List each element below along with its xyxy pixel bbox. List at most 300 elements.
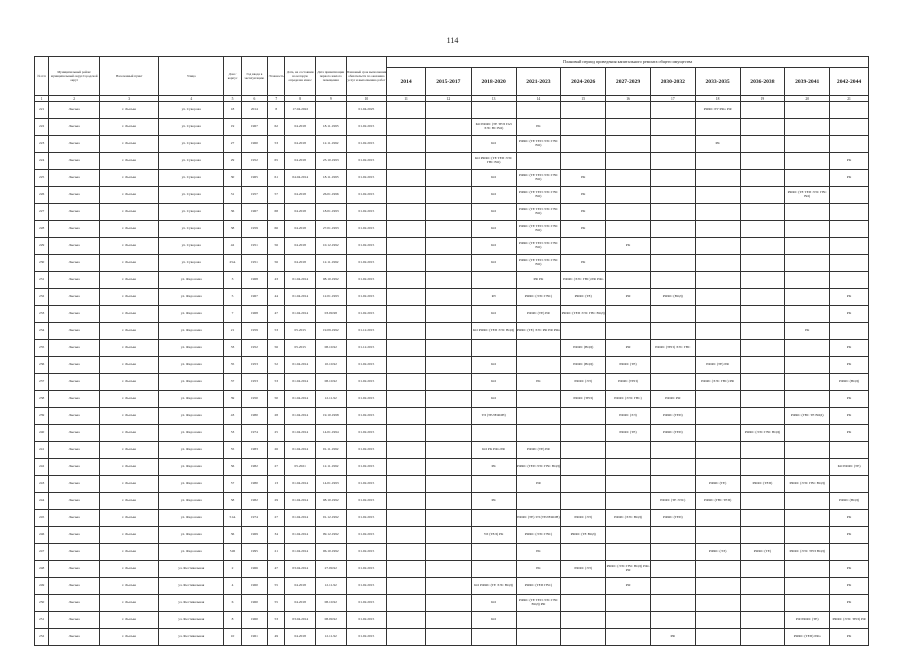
cell-repair-period [387,391,426,408]
cell-wear-date: 01.04.2014 [285,476,316,493]
cell-repair-period: РФФС (ВОД) [830,493,869,510]
cell-deadline: 01.02.2015 [346,391,387,408]
table-row [35,136,869,153]
cell-repair-period [387,238,426,255]
table-row [35,527,869,544]
cell-repair-period: КО [471,612,516,629]
cell-number: 241 [35,442,49,459]
cell-privatization-date: 12.11.92 [315,578,346,595]
column-number: 4 [159,96,224,102]
cell-privatization-date: 27.09.92 [315,561,346,578]
cell-repair-period [387,493,426,510]
cell-year: 1967 [241,289,267,306]
cell-wear-date: 04.2018 [285,187,316,204]
cell-repair-period [561,476,606,493]
cell-repair-period [387,153,426,170]
cell-street: ул. Федосеева [159,340,224,357]
cell-deadline: 01.02.2015 [346,442,387,459]
cell-repair-period: РЛ [471,289,516,306]
cell-repair-period [695,561,740,578]
cell-repair-period [740,255,785,272]
cell-house: 36 [224,527,241,544]
cell-district: Лысьва [49,629,100,646]
cell-number: 250 [35,595,49,612]
cell-settlement: г. Лысьва [100,255,159,272]
cell-street: ул. Суворова [159,238,224,255]
cell-privatization-date: 10.10.92 [315,357,346,374]
cell-number: 229 [35,238,49,255]
cell-privatization-date: 08.10.1992 [315,272,346,289]
column-number: 17 [650,96,695,102]
cell-repair-period [606,476,651,493]
cell-repair-period [425,408,471,425]
cell-deadline: 01.02.2015 [346,221,387,238]
cell-wear-date: 03.04.2014 [285,612,316,629]
cell-repair-period: РФФС (ВОД) [830,374,869,391]
cell-repair-period [695,612,740,629]
cell-settlement: г. Лысьва [100,510,159,527]
cell-deadline: 01.02.2015 [346,510,387,527]
column-header-wear-date: Дата, на состоянии на которую определен износ [285,57,316,96]
cell-district: Лысьва [49,306,100,323]
cell-repair-period: КО [471,374,516,391]
cell-settlement: г. Лысьва [100,323,159,340]
cell-repair-period [387,578,426,595]
column-number: 10 [346,96,387,102]
cell-repair-period [425,510,471,527]
cell-wear-date: 01.04.2014 [285,544,316,561]
cell-repair-period [830,323,869,340]
cell-house: 2 [224,561,241,578]
cell-number: 234 [35,323,49,340]
cell-house: 55 [224,442,241,459]
table-row [35,408,869,425]
cell-repair-period [561,578,606,595]
column-header-street: Улица [159,57,224,96]
cell-repair-period [561,408,606,425]
cell-year: 1951 [241,238,267,255]
table-row [35,340,869,357]
cell-wear-date: 01.04.2014 [285,510,316,527]
cell-repair-period: РК [830,578,869,595]
cell-street: ул. Суворова [159,204,224,221]
cell-repair-period [785,204,830,221]
cell-street: ул. Фестивальная [159,612,224,629]
cell-repair-period [785,119,830,136]
cell-street: ул. Федосеева [159,408,224,425]
cell-repair-period [785,102,830,119]
cell-repair-period: РФФС (ТЕ) УЛ (ТЕЛЕФОН) [516,510,561,527]
cell-deadline: 01.02.2015 [346,187,387,204]
cell-repair-period [471,425,516,442]
table-row [35,612,869,629]
cell-house: 39 [224,391,241,408]
cell-settlement: г. Лысьва [100,578,159,595]
cell-repair-period: РК [471,493,516,510]
period-header: 2014 [387,68,426,96]
cell-repair-period: РК [561,221,606,238]
cell-repair-period: РК [561,204,606,221]
cell-privatization-date: 08.10.92 [315,340,346,357]
cell-repair-period: РФФС РФ [650,391,695,408]
cell-repair-period [740,204,785,221]
cell-district: Лысьва [49,578,100,595]
table-row [35,425,869,442]
cell-floors: 34 [268,527,285,544]
cell-wear-date: 01.04.2014 [285,408,316,425]
cell-privatization-date: 26.01.1996 [315,187,346,204]
cell-district: Лысьва [49,340,100,357]
cell-repair-period [387,510,426,527]
cell-privatization-date: 12.11.92 [315,629,346,646]
cell-street: ул. Федосеева [159,391,224,408]
cell-year: 1969 [241,527,267,544]
cell-floors: 27 [268,459,285,476]
cell-repair-period: РФФС (ВОД) [561,340,606,357]
cell-privatization-date: 08.09.92 [315,612,346,629]
column-number: 18 [695,96,740,102]
cell-floors: 66 [268,221,285,238]
cell-repair-period: РФФС (ТЕ) [695,476,740,493]
cell-deadline: 01.02.2015 [346,459,387,476]
cell-repair-period [606,306,651,323]
cell-deadline: 01.02.2015 [346,578,387,595]
table-row [35,323,869,340]
cell-repair-period: КО РФФС (ТЕП ЭЭС ВОД) [471,323,516,340]
cell-repair-period [650,357,695,374]
cell-privatization-date [315,102,346,119]
cell-repair-period [425,578,471,595]
cell-house: 53 [224,425,241,442]
cell-repair-period: РФФС (ТЕ ТЕП ЭЭС ГВС ВО) [516,170,561,187]
cell-repair-period [740,391,785,408]
cell-repair-period: РФФС (ЭЭС ГВС) [606,391,651,408]
cell-repair-period [425,374,471,391]
cell-repair-period: РК [830,391,869,408]
cell-repair-period: РФФС (ТЕ ТЕП ЭЭС ГВС ВО) [785,187,830,204]
cell-wear-date: 03.04.2014 [285,561,316,578]
cell-repair-period [387,221,426,238]
cell-house: 7 [224,306,241,323]
cell-repair-period [740,272,785,289]
cell-settlement: г. Лысьва [100,612,159,629]
cell-repair-period: РФФС (ТЕП) РФо [785,629,830,646]
column-number: 11 [387,96,426,102]
cell-repair-period [561,595,606,612]
table-row [35,221,869,238]
cell-repair-period: РФ РК [516,272,561,289]
cell-wear-date: 05.2015 [285,323,316,340]
cell-privatization-date: 12.01.1993 [315,289,346,306]
cell-street: ул. Суворова [159,255,224,272]
cell-deadline: 01.02.2015 [346,136,387,153]
cell-repair-period [471,544,516,561]
cell-repair-period [740,629,785,646]
cell-number: 238 [35,391,49,408]
table-row [35,493,869,510]
cell-year: 1995 [241,544,267,561]
cell-year: 1965 [241,170,267,187]
cell-repair-period [425,323,471,340]
cell-repair-period: РК [516,119,561,136]
cell-floors: 65 [268,153,285,170]
cell-repair-period [425,204,471,221]
cell-repair-period: РФФС (ТЕ ТЕП ЭЭС ГВС ВОД) РФ [516,595,561,612]
cell-floors: 57 [268,187,285,204]
cell-repair-period [606,272,651,289]
header-row [35,57,869,68]
cell-repair-period [425,187,471,204]
cell-district: Лысьва [49,612,100,629]
cell-repair-period [387,561,426,578]
cell-number: 237 [35,374,49,391]
cell-house: 51Б [224,544,241,561]
cell-repair-period [561,493,606,510]
cell-repair-period [695,204,740,221]
cell-floors: 53 [268,612,285,629]
cell-year: 1966 [241,561,267,578]
cell-district: Лысьва [49,561,100,578]
cell-floors: 28 [268,408,285,425]
cell-year: 1967 [241,119,267,136]
cell-repair-period [785,136,830,153]
cell-floors: 62 [268,119,285,136]
cell-floors: 47 [268,306,285,323]
cell-repair-period [695,408,740,425]
cell-house: 10 [224,629,241,646]
cell-privatization-date: 14.01.1994 [315,425,346,442]
cell-repair-period [425,238,471,255]
cell-repair-period [561,323,606,340]
cell-year: 1967 [241,204,267,221]
cell-repair-period [785,374,830,391]
cell-privatization-date: 12.11.1992 [315,255,346,272]
cell-repair-period [471,476,516,493]
cell-repair-period [785,459,830,476]
cell-repair-period [650,323,695,340]
cell-repair-period [387,119,426,136]
cell-street: ул. Федосеева [159,493,224,510]
column-number: 7 [268,96,285,102]
cell-repair-period: РК [830,629,869,646]
cell-repair-period: РК [471,459,516,476]
cell-repair-period: РК [830,510,869,527]
column-header-district: Муниципальный район/муниципальный округ/городской округ [49,57,100,96]
cell-privatization-date: 14.01.1993 [315,476,346,493]
cell-repair-period: РФФС (ЭЭС ГВС) [516,289,561,306]
cell-number: 231 [35,272,49,289]
table-body [35,102,869,646]
cell-number: 228 [35,221,49,238]
table-row [35,374,869,391]
cell-repair-period [606,102,651,119]
cell-privatization-date: 18.11.1993 [315,119,346,136]
cell-repair-period [785,425,830,442]
cell-repair-period: РФФС (ТЕ ЭЭС) [650,493,695,510]
cell-repair-period [740,459,785,476]
cell-deadline: 01.02.2015 [346,527,387,544]
cell-repair-period [516,629,561,646]
cell-repair-period [387,289,426,306]
cell-repair-period: РК [830,306,869,323]
cell-year: 1980 [241,476,267,493]
cell-repair-period: КО [471,170,516,187]
column-number: 9 [315,96,346,102]
cell-repair-period [606,595,651,612]
table-row [35,578,869,595]
cell-repair-period [740,357,785,374]
cell-street: ул. Федосеева [159,510,224,527]
cell-repair-period [561,102,606,119]
cell-year: 1982 [241,459,267,476]
cell-settlement: г. Лысьва [100,136,159,153]
cell-year: 1960 [241,612,267,629]
cell-floors: 56 [268,255,285,272]
cell-house: 33 [224,340,241,357]
cell-repair-period: РФФС (ЭЭС ГВС) РФ РФо [561,272,606,289]
period-header: 2024-2026 [561,68,606,96]
cell-repair-period: РФФС (ЭЭС ГВС) РФ [695,374,740,391]
cell-repair-period [650,595,695,612]
cell-repair-period [785,340,830,357]
cell-wear-date: 04.2018 [285,255,316,272]
cell-floors: 53 [268,136,285,153]
cell-number: 221 [35,102,49,119]
cell-privatization-date: 18.11.1993 [315,170,346,187]
cell-settlement: г. Лысьва [100,527,159,544]
cell-number: 233 [35,306,49,323]
cell-year: 1957 [241,187,267,204]
cell-repair-period [650,306,695,323]
cell-repair-period: РК [695,136,740,153]
cell-repair-period [425,255,471,272]
cell-privatization-date: 12.11.92 [315,391,346,408]
cell-repair-period: РФ [516,476,561,493]
cell-wear-date: 04.2018 [285,204,316,221]
cell-district: Лысьва [49,476,100,493]
cell-repair-period: РФФС (ТЕ) РФ [516,442,561,459]
cell-repair-period [830,272,869,289]
cell-wear-date: 04.2018 [285,221,316,238]
cell-repair-period [387,306,426,323]
cell-repair-period: РФФС (ТЕП ЭЭС ГВС ВОД) [516,459,561,476]
cell-street: ул. Федосеева [159,442,224,459]
period-header: 2018-2020 [471,68,516,96]
cell-wear-date: 01.04.2014 [285,374,316,391]
cell-settlement: г. Лысьва [100,170,159,187]
cell-repair-period [650,238,695,255]
cell-repair-period: РК [830,425,869,442]
cell-repair-period: КО РК РФо РФ [471,442,516,459]
cell-repair-period [740,119,785,136]
column-number: 16 [606,96,651,102]
cell-settlement: г. Лысьва [100,493,159,510]
cell-repair-period [740,595,785,612]
cell-repair-period [740,306,785,323]
cell-number: 249 [35,578,49,595]
cell-deadline: 01.02.2015 [346,255,387,272]
cell-deadline: 01.02.2015 [346,374,387,391]
cell-number: 232 [35,289,49,306]
cell-repair-period: РФФС (ТЕ ТЕП ЭЭС ГВС ВО) [516,204,561,221]
cell-repair-period: РФФС (ТЕП) [650,425,695,442]
cell-privatization-date: 23.10.1993 [315,153,346,170]
cell-district: Лысьва [49,289,100,306]
cell-house: 42 [224,238,241,255]
cell-repair-period [387,170,426,187]
period-header: 2033-2035 [695,68,740,96]
cell-repair-period [650,544,695,561]
cell-repair-period [740,102,785,119]
cell-street: ул. Фестивальная [159,629,224,646]
cell-repair-period [650,459,695,476]
column-number: 19 [740,96,785,102]
cell-repair-period [650,272,695,289]
cell-district: Лысьва [49,170,100,187]
cell-year: 1959 [241,221,267,238]
table-row [35,153,869,170]
cell-repair-period [740,493,785,510]
cell-district: Лысьва [49,527,100,544]
cell-repair-period: РФ [650,629,695,646]
cell-floors: 52 [268,357,285,374]
cell-deadline: 01.02.2015 [346,357,387,374]
cell-repair-period: РФФС (ТЕ ТЕП ЭЭС ГВС ВО) [516,255,561,272]
cell-repair-period [471,510,516,527]
table-row [35,357,869,374]
cell-repair-period [740,170,785,187]
cell-repair-period: РФФС (ТЕП) [650,510,695,527]
cell-repair-period [650,153,695,170]
cell-year: 1953 [241,374,267,391]
cell-floors: 25 [268,425,285,442]
cell-repair-period [830,221,869,238]
cell-floors: 61 [268,170,285,187]
cell-district: Лысьва [49,391,100,408]
table-row [35,204,869,221]
cell-settlement: г. Лысьва [100,459,159,476]
cell-repair-period: РФФС (ЭЭ) [561,374,606,391]
cell-year: 1960 [241,578,267,595]
cell-repair-period [387,136,426,153]
cell-repair-period [695,629,740,646]
cell-repair-period [650,476,695,493]
cell-repair-period [425,306,471,323]
cell-repair-period: РФФС (ЭЭ) [695,544,740,561]
cell-repair-period [740,289,785,306]
cell-repair-period [740,561,785,578]
cell-settlement: г. Лысьва [100,476,159,493]
cell-repair-period [387,340,426,357]
column-header-number: № п/п [35,57,49,96]
table-row [35,442,869,459]
cell-repair-period [785,561,830,578]
cell-repair-period [740,527,785,544]
cell-floors: 68 [268,204,285,221]
cell-repair-period [425,425,471,442]
cell-year: 1951 [241,255,267,272]
cell-wear-date: 01.04.2014 [285,357,316,374]
cell-repair-period [387,527,426,544]
cell-year: 1968 [241,306,267,323]
cell-repair-period: РК [561,170,606,187]
cell-floors: 47 [268,561,285,578]
cell-privatization-date: 27.01.1993 [315,221,346,238]
cell-settlement: г. Лысьва [100,408,159,425]
cell-repair-period [425,544,471,561]
cell-repair-period: КО РФФС (ТЕ ТЕП ЭЭС ГВС ВО) [471,153,516,170]
cell-house: 30 [224,170,241,187]
